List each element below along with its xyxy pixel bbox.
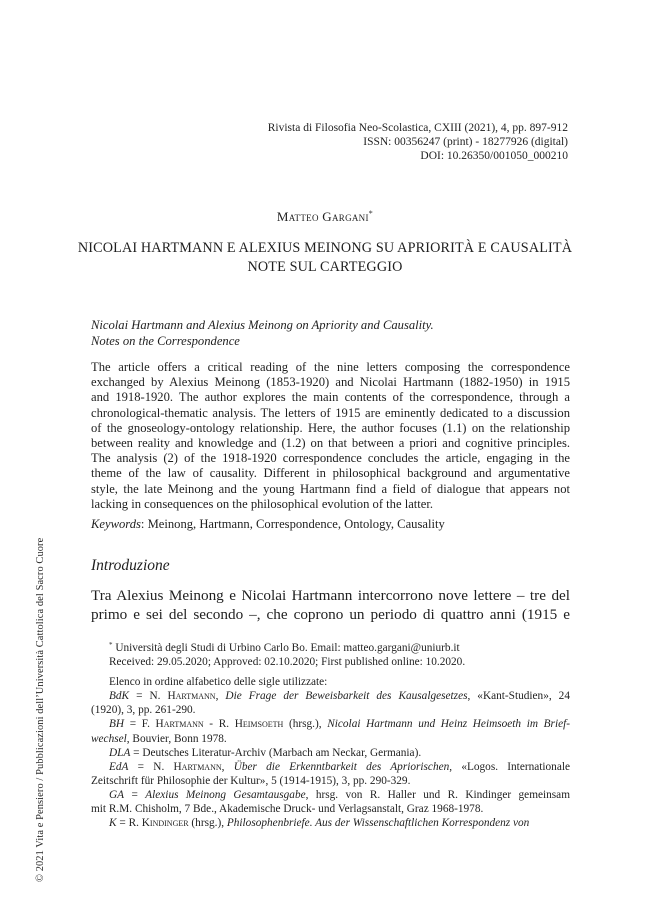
- abstract-line: and 1918-1920. The author explores the main contents of the correspondence, through a: [91, 390, 570, 405]
- footnote-dates: Received: 29.05.2020; Approved: 02.10.2020; First published online: 10.2020.: [109, 656, 466, 669]
- footnotes: [91, 638, 570, 830]
- sigla-entry-bdk: BdK = N. Hartmann, Die Frage der Beweisbarkeit des Kausalgesetzes, «Kant-Studien», 24: [109, 690, 570, 703]
- journal-issn: ISSN: 00356247 (print) - 18277926 (digital): [363, 136, 568, 149]
- abstract-line: style, the late Meinong and the young Hartmann find a field of dialogue that appears not: [91, 481, 570, 496]
- section-heading: Introduzione: [91, 557, 170, 574]
- body-paragraph: [91, 587, 570, 624]
- article-title: [0, 239, 650, 277]
- journal-doi: DOI: 10.26350/001050_000210: [420, 150, 568, 163]
- author-name-text: Matteo Gargani: [276, 209, 369, 224]
- body-line: primo e sei del secondo –, che coprono un periodo di quattro anni (1915 e: [91, 605, 570, 623]
- footnote-affiliation: * Università degli Studi di Urbino Carlo Bo. Email: matteo.gargani@uniurb.it: [109, 641, 460, 654]
- sigla-entry-k: K = R. Kindinger (hrsg.), Philosophenbriefe. Aus der Wissenschaftlichen Korrespondenz von: [109, 817, 530, 830]
- abstract-line: The article offers a critical reading of the nine letters composing the correspondence: [91, 360, 570, 374]
- article-title-line-1: NICOLAI HARTMANN E ALEXIUS MEINONG SU APRIORITÀ E CAUSALITÀ: [77, 240, 573, 256]
- abstract-line: The analysis (2) of the 1918-1920 correspondence concludes the article, engaging in the: [91, 451, 570, 466]
- abstract-line: chronological-thematic analysis. The letters of 1915 are eminently dedicated to a discussion: [91, 405, 570, 420]
- sigla-entry-bh-cont: wechsel, Bouvier, Bonn 1978.: [91, 732, 227, 745]
- journal-citation: Rivista di Filosofia Neo-Scolastica, CXIII (2021), 4, pp. 897-912: [267, 122, 568, 134]
- abstract-line: theme of the law of causality. Different in philosophical background and argumentative: [91, 466, 570, 481]
- english-title-line-1: Nicolai Hartmann and Alexius Meinong on Apriority and Causality.: [91, 318, 434, 332]
- sigla-entry-dla: DLA = Deutsches Literatur-Archiv (Marbach am Neckar, Germania).: [109, 746, 422, 759]
- keywords-label: Keywords: [91, 517, 141, 531]
- journal-header: [148, 121, 568, 164]
- sigla-entry-bdk-cont: (1920), 3, pp. 261-290.: [91, 704, 196, 717]
- article-title-line-2: NOTE SUL CARTEGGIO: [247, 259, 403, 275]
- body-line: Tra Alexius Meinong e Nicolai Hartmann intercorrono nove lettere – tre del: [91, 587, 570, 604]
- sigla-entry-bh: BH = F. Hartmann - R. Heimsoeth (hrsg.), Nicolai Hartmann und Heinz Heimsoeth im Brief-: [109, 718, 571, 731]
- footnote-mark: *: [109, 641, 113, 649]
- keywords-list: : Meinong, Hartmann, Correspondence, Ontology, Causality: [140, 517, 445, 531]
- sigla-entry-eda: EdA = N. Hartmann, Über die Erkenntbarkeit des Apriorischen, «Logos. Internationale: [109, 760, 571, 773]
- english-title: [91, 317, 571, 349]
- sigla-entry-eda-cont: Zeitschrift für Philosophie der Kultur», 5 (1914-1915), 3, pp. 290-329.: [91, 774, 411, 787]
- author-footnote-mark: *: [368, 209, 374, 218]
- abstract: [91, 360, 570, 512]
- english-title-line-2: Notes on the Correspondence: [91, 334, 240, 348]
- sigla-entry-ga-cont: mit R.M. Chisholm, 7 Bde., Akademische Druck- und Verlagsanstalt, Graz 1968-1978.: [91, 803, 484, 816]
- abstract-line: exchanged by Alexius Meinong (1853-1920) and Nicolai Hartmann (1882-1950) in 1915: [91, 375, 570, 390]
- sigla-entry-ga: GA = Alexius Meinong Gesamtausgabe, hrsg. von R. Haller und R. Kindinger gemeinsam: [109, 788, 570, 801]
- keywords: [91, 517, 445, 532]
- sigle-intro: Elenco in ordine alfabetico delle sigle utilizzate:: [109, 676, 328, 689]
- abstract-line: lacking in consequences on the philosophical evolution of the latter.: [91, 496, 434, 511]
- copyright-sidebar: © 2021 Vita e Pensiero / Pubblicazioni dell’Università Cattolica del Sacro Cuore: [35, 537, 46, 882]
- abstract-line: between reality and knowledge and (1.2) on that between a priori and cognitive principles.: [91, 436, 570, 451]
- author-name: [0, 209, 650, 225]
- abstract-line: of the gnoseology-ontology relationship. Here, the author focuses (1.1) on the relationship: [91, 420, 570, 435]
